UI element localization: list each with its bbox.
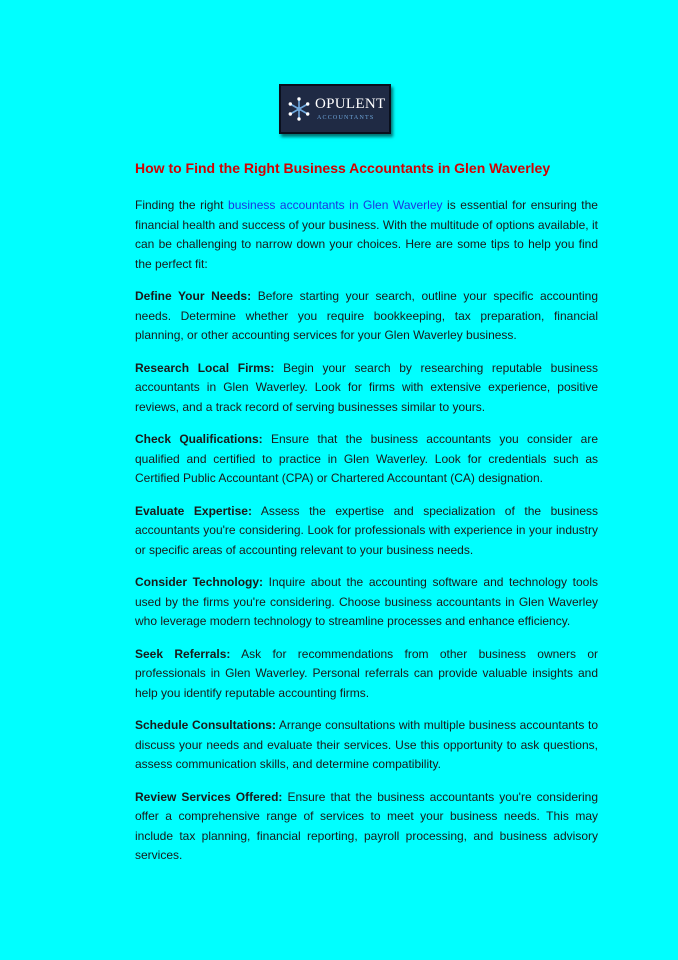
tip-text: Ensure that the business accountants you consider are qualified and certified to practice in Glen Waverley. Look for credentials such as Certified Public Accountant (CPA) or Chartered Accountant (CA) designation. xyxy=(135,432,598,485)
tip-term: Consider Technology: xyxy=(135,575,264,589)
intro-paragraph xyxy=(135,196,598,274)
intro-text-end: is essential for ensuring the financial health and success of your business. With the multitude of options available, it can be challenging to narrow down your choices. Here are some tips to help you find the perfect fit: xyxy=(135,198,598,271)
tip-text: Before starting your search, outline your specific accounting needs. Determine whether you require bookkeeping, tax preparation, financial planning, or other accounting services for your Glen Waverley business. xyxy=(135,289,598,342)
tip-term: Evaluate Expertise: xyxy=(135,503,252,518)
tip-schedule-consultations xyxy=(135,716,598,775)
tip-review-services xyxy=(135,788,598,866)
tip-text: Inquire about the accounting software and technology tools used by the firms you're considering. Choose business accountants in Glen Waverley who leverage modern technology to streamline processes and enhance efficiency. xyxy=(135,575,598,628)
tip-term: Research Local Firms: xyxy=(135,360,275,375)
tip-text: Assess the expertise and specialization of the business accountants you're considering. Look for professionals with experience in your industry or specific areas of accounting relevant to your business needs. xyxy=(135,503,598,557)
tip-term: Seek Referrals: xyxy=(135,646,231,661)
article xyxy=(135,157,598,879)
tip-text: Ask for recommendations from other business owners or professionals in Glen Waverley. Personal referrals can provide valuable insights and help you identify reputable accounting firms. xyxy=(135,646,598,700)
company-logo xyxy=(279,84,391,134)
logo-subtitle: ACCOUNTANTS xyxy=(317,115,375,121)
intro-text-start: Finding the right xyxy=(135,198,229,212)
tip-text: Ensure that the business accountants you're considering offer a comprehensive range of services to meet your business needs. This may include tax planning, financial reporting, payroll processing, and business advisory services. xyxy=(135,789,598,862)
tip-consider-technology xyxy=(135,573,598,632)
snowflake-icon xyxy=(287,97,311,121)
tip-term: Schedule Consultations: xyxy=(135,718,276,732)
logo-name: OPULENT xyxy=(315,96,386,112)
article-title: How to Find the Right Business Accountants in Glen Waverley xyxy=(135,160,551,176)
tip-evaluate-expertise xyxy=(135,502,598,561)
tip-check-qualifications xyxy=(135,430,598,489)
tip-research-firms xyxy=(135,359,598,418)
tip-term: Check Qualifications: xyxy=(135,432,263,446)
tip-term: Define Your Needs: xyxy=(135,289,252,303)
tip-seek-referrals xyxy=(135,645,598,704)
tip-text: Begin your search by researching reputable business accountants in Glen Waverley. Look for firms with extensive experience, positive reviews, and a track record of serving businesses similar to yours. xyxy=(135,360,599,414)
business-accountants-link[interactable]: business accountants in Glen Waverley xyxy=(228,198,443,212)
tip-text: Arrange consultations with multiple business accountants to discuss your needs and evaluate their services. Use this opportunity to ask questions, assess communication skills, and determine compatibility. xyxy=(135,718,598,771)
tip-define-needs xyxy=(135,287,598,346)
tip-term: Review Services Offered: xyxy=(135,789,283,804)
